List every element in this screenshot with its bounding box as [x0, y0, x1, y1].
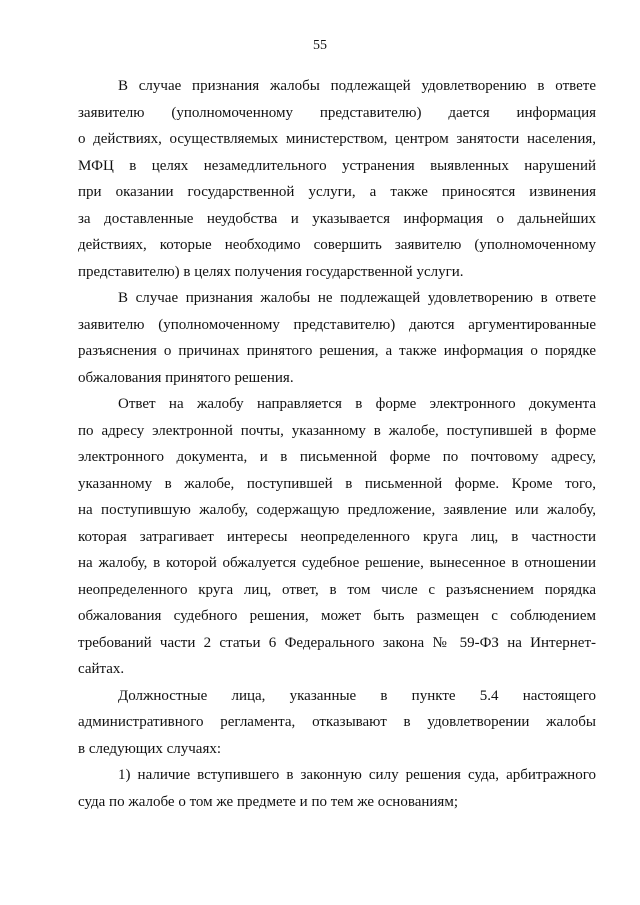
paragraph-line: 1) наличие вступившего в законную силу решения суда, арбитражного — [118, 767, 596, 783]
paragraph-line: требований части 2 статьи 6 Федерального закона № 59-ФЗ на Интернет- — [78, 635, 596, 651]
paragraph-line: на жалобу, в которой обжалуется судебное решение, вынесенное в отношении — [78, 555, 596, 571]
paragraph-line: административного регламента, отказывают в удовлетворении жалобы — [78, 714, 596, 730]
paragraph-line: неопределенного круга лиц, ответ, в том числе с разъяснением порядка — [78, 582, 596, 598]
paragraph-line: которая затрагивает интересы неопределенного круга лиц, в частности — [78, 529, 596, 545]
paragraph-line: обжалования судебного решения, может быть размещен с соблюдением — [78, 608, 596, 624]
paragraph-line: суда по жалобе о том же предмете и по тем же основаниям; — [78, 794, 458, 810]
paragraph-line: о действиях, осуществляемых министерством, центром занятости населения, — [78, 131, 596, 147]
paragraph-line: на поступившую жалобу, содержащую предложение, заявление или жалобу, — [78, 502, 596, 518]
paragraph-line: по адресу электронной почты, указанному в жалобе, поступившей в форме — [78, 423, 596, 439]
paragraph-line: при оказании государственной услуги, а также приносятся извинения — [78, 184, 596, 200]
paragraph-line: за доставленные неудобства и указывается информация о дальнейших — [78, 211, 596, 227]
paragraph-line: разъяснения о причинах принятого решения, а также информация о порядке — [78, 343, 596, 359]
paragraph-line: заявителю (уполномоченному представителю) даются аргументированные — [78, 317, 596, 333]
page-number: 55 — [313, 38, 327, 53]
paragraph-line: указанному в жалобе, поступившей в письменной форме. Кроме того, — [78, 476, 596, 492]
paragraph-line: представителю) в целях получения государственной услуги. — [78, 264, 464, 280]
paragraph-line: МФЦ в целях незамедлительного устранения выявленных нарушений — [78, 158, 596, 174]
paragraph-line: заявителю (уполномоченному представителю) дается информация — [78, 105, 596, 121]
paragraph-line: электронного документа, и в письменной форме по почтовому адресу, — [78, 449, 596, 465]
paragraph-line: действиях, которые необходимо совершить заявителю (уполномоченному — [78, 237, 596, 253]
paragraph-line: в следующих случаях: — [78, 741, 222, 757]
paragraph-line: В случае признания жалобы не подлежащей удовлетворению в ответе — [118, 290, 596, 306]
paragraph-line: Должностные лица, указанные в пункте 5.4 настоящего — [118, 688, 596, 704]
paragraph-line: В случае признания жалобы подлежащей удовлетворению в ответе — [118, 78, 596, 94]
paragraph-line: обжалования принятого решения. — [78, 370, 294, 386]
paragraph-line: сайтах. — [78, 661, 125, 677]
paragraph-line: Ответ на жалобу направляется в форме электронного документа — [118, 396, 596, 412]
